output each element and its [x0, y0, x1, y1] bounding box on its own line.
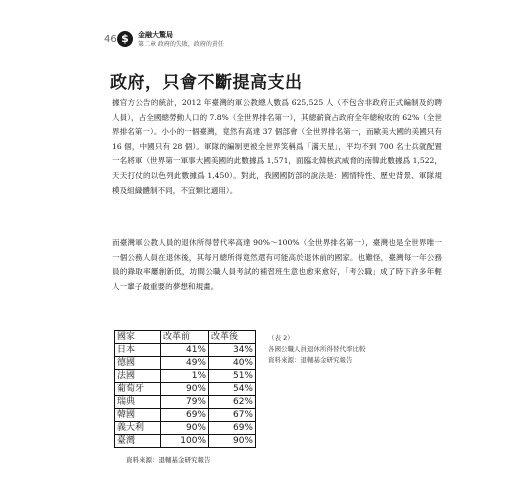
cell-before: 69%	[161, 409, 209, 422]
cell-before: 1%	[161, 370, 209, 383]
cell-country: 德國	[115, 357, 161, 370]
cell-after: 62%	[209, 396, 256, 409]
table-row	[115, 435, 256, 448]
table-source: 資料來源：退輔基金研究報告	[126, 456, 211, 464]
paragraph-2: 而臺灣軍公教人員的退休所得替代率高達 90%～100%（全世界排名第一），臺灣也是全世界唯一一個公務人員在退休後，其每月總所得竟然還有可能高於退休前的國家。也難怪，臺灣每一年公務員的錄取率屢創新低，坊間公職人員考試的補習班生意也愈來愈好，「考公職」成了時下許多年輕人一輩子最重要的夢想和規畫。	[112, 238, 442, 291]
caption-description: 各國公職人員退休所得替代率比較	[268, 345, 366, 353]
cell-after: 34%	[209, 344, 256, 357]
header-after: 改革後	[209, 331, 256, 344]
dollar-logo-icon: $	[117, 31, 133, 47]
paragraph-1: 據官方公告的統計，2012 年臺灣的軍公教總人數爲 625,525 人（不包含非政府正式編制及約聘人員），占全國總勞動人口的 7.8%（全世界排名第一），其總薪資占政府全年總稅收的 62%（全世界排名第一）。小小的一個臺灣，竟然有高達 37 個部會（全世界排名第一，而歐美大國的美國只有 16 個，中國只有 28 個）。軍隊的編制更被全世界笑稱爲「滿天星」，平均不到 700 名士兵就配置一名將軍（世界第一軍事大國美國的此數據爲 1,571，面臨北韓核武威脅的南韓此數據爲 1,522，天天打仗的以色列此數據爲 1,450）。對此，我國國防部的說法是：國情特性、歷史背景、軍隊規模及組織體制不同，不宜類比適用）。	[112, 98, 442, 195]
cell-before: 79%	[161, 396, 209, 409]
table-row	[115, 344, 256, 357]
cell-after: 69%	[209, 422, 256, 435]
chapter-title: 第二章 政府的失敗，政府的責任	[138, 41, 224, 48]
section-title: 政府，只會不斷提高支出	[110, 73, 303, 93]
cell-country: 臺灣	[115, 435, 161, 448]
table-row	[115, 370, 256, 383]
cell-country: 日本	[115, 344, 161, 357]
cell-before: 100%	[161, 435, 209, 448]
cell-after: 90%	[209, 435, 256, 448]
caption-label: （表 2）	[268, 334, 294, 342]
cell-before: 49%	[161, 357, 209, 370]
table-row	[115, 396, 256, 409]
caption-source: 資料來源：退輔基金研究報告	[268, 356, 353, 364]
cell-after: 54%	[209, 383, 256, 396]
book-title: 金融大驚局	[138, 31, 173, 39]
cell-before: 90%	[161, 422, 209, 435]
cell-before: 41%	[161, 344, 209, 357]
cell-after: 67%	[209, 409, 256, 422]
header-before: 改革前	[161, 331, 209, 344]
cell-before: 90%	[161, 383, 209, 396]
table-row	[115, 422, 256, 435]
cell-country: 葡萄牙	[115, 383, 161, 396]
table-caption	[268, 333, 366, 366]
cell-after: 40%	[209, 357, 256, 370]
cell-country: 義大利	[115, 422, 161, 435]
page-number: 46	[104, 34, 117, 45]
cell-country: 韓國	[115, 409, 161, 422]
table-row	[115, 357, 256, 370]
cell-country: 法國	[115, 370, 161, 383]
cell-after: 51%	[209, 370, 256, 383]
reform-comparison-table	[114, 330, 256, 448]
table-row	[115, 409, 256, 422]
table-header-row	[115, 331, 256, 344]
header-country: 國家	[115, 331, 161, 344]
cell-country: 瑞典	[115, 396, 161, 409]
table-row	[115, 383, 256, 396]
